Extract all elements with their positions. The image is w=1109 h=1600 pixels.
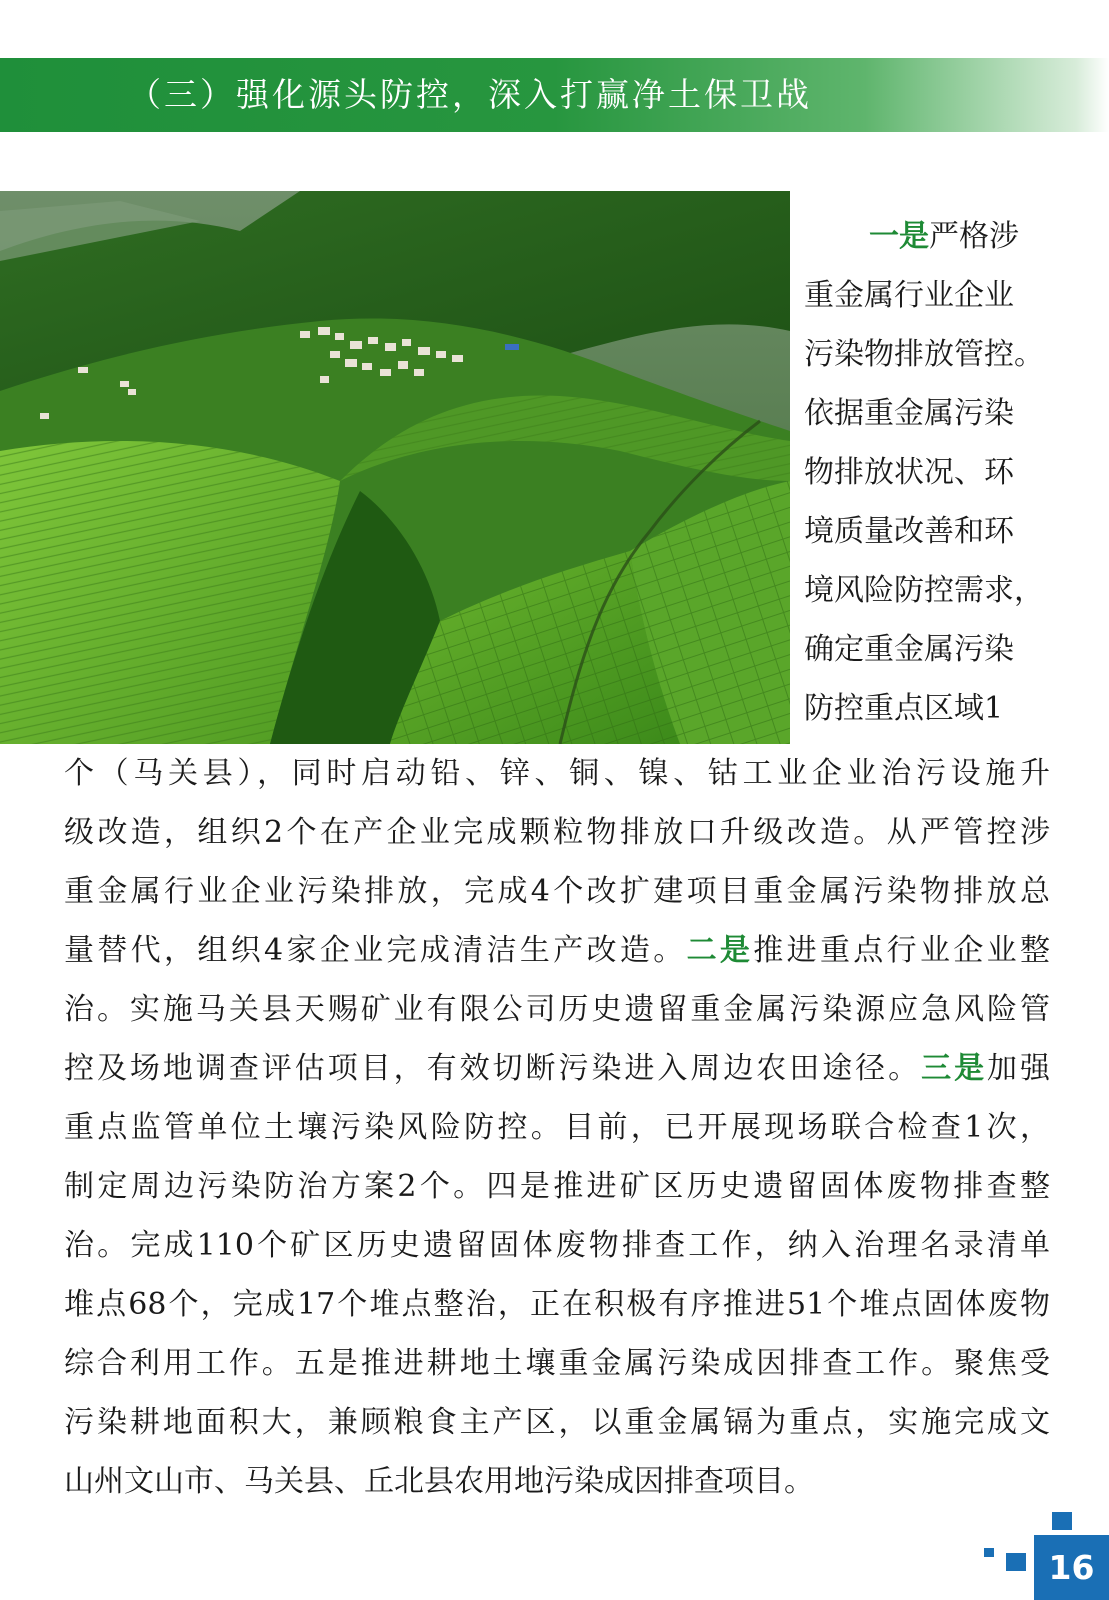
section-title: （三）强化源头防控，深入打赢净土保卫战 [128,75,812,114]
page-deco-square [1006,1553,1026,1571]
body-line: 级改造，组织2个在产企业完成颗粒物排放口升级改造。从严管控涉 [64,815,1050,850]
side-line: 防控重点区域1 [804,691,1004,726]
highlight-label: 一是 [869,219,929,254]
body-line: 治。完成110个矿区历史遗留固体废物排查工作，纳入治理名录清单 [64,1228,1050,1263]
body-line: 污染耕地面积大，兼顾粮食主产区，以重金属镉为重点，实施完成文 [64,1405,1050,1440]
side-line: 依据重金属污染 [804,396,1014,431]
body-line: 堆点68个，完成17个堆点整治，正在积极有序推进51个堆点固体废物 [64,1287,1050,1322]
side-line: 境质量改善和环 [804,514,1014,549]
body-line: 治。实施马关县天赐矿业有限公司历史遗留重金属污染源应急风险管 [64,992,1050,1027]
page-deco-square [984,1548,994,1557]
body-paragraph [64,744,1050,1511]
side-paragraph [804,207,1050,738]
side-line: 一是严格涉 [869,219,1019,254]
section-header-banner [0,58,1109,132]
body-line: 制定周边污染防治方案2个。四是推进矿区历史遗留固体废物排查整 [64,1169,1050,1204]
body-line: 重金属行业企业污染排放，完成4个改扩建项目重金属污染物排放总 [64,874,1050,909]
body-line: 综合利用工作。五是推进耕地土壤重金属污染成因排查工作。聚焦受 [64,1346,1050,1381]
body-line: 控及场地调查评估项目，有效切断污染进入周边农田途径。三是加强 [64,1051,1051,1086]
side-line: 物排放状况、环 [804,455,1014,490]
side-line: 重金属行业企业 [804,278,1014,313]
highlight-label: 三是 [921,1051,988,1086]
body-line: 重点监管单位土壤污染风险防控。目前，已开展现场联合检查1次， [64,1110,1050,1145]
side-line: 污染物排放管控。 [804,337,1044,372]
body-line: 量替代，组织4家企业完成清洁生产改造。二是推进重点行业企业整 [64,933,1050,968]
highlight-label: 二是 [686,933,754,968]
body-line: 山州文山市、马关县、丘北县农用地污染成因排查项目。 [64,1464,814,1499]
side-line: 境风险防控需求， [804,573,1044,608]
terraced-fields-photo [0,191,790,744]
body-line: 个（马关县），同时启动铅、锌、铜、镍、钴工业企业治污设施升 [64,756,1050,791]
page-number: 16 [1034,1535,1109,1600]
page-deco-square [1052,1512,1072,1530]
side-line: 确定重金属污染 [804,632,1014,667]
